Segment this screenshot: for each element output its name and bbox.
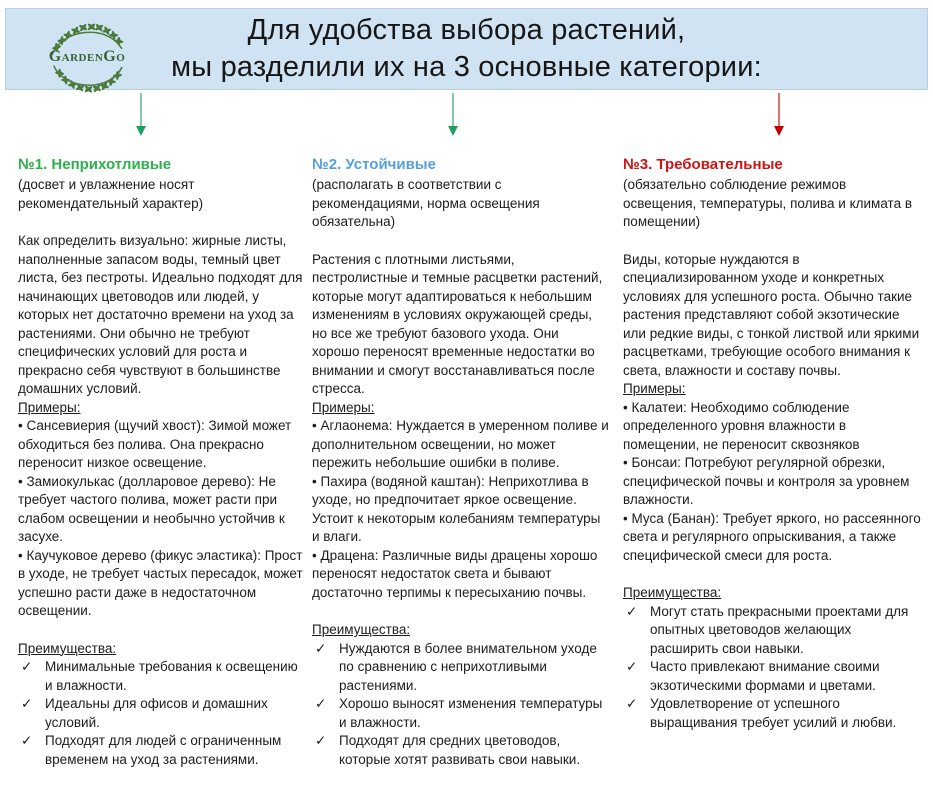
- examples-label: Примеры:: [18, 399, 81, 415]
- advantage-item: ✓ Подходят для людей с ограниченным временем на уход за растениями.: [18, 732, 306, 769]
- column-description: Виды, которые нуждаются в специализированном уходе и конкретных условиях для успешного роста. Обычно такие растения представляют собой экзотические или редкие виды, с тонкой листвой или яркими расцветками, требующие особого внимания к света, влажности и составу почвы.: [623, 251, 920, 378]
- example-item: • Замиокулькас (долларовое дерево): Не требует частого полива, может расти при слабом освещении и необычно устойчив к засухе.: [18, 473, 306, 547]
- column-description: Растения с плотными листьями, пестролистные и темные расцветки растений, которые могут адаптироваться к небольшим изменениям в условиях окружающей среды, но все же требуют базового ухода. Они хорошо переносят временные недостатки во внимании и смогут восстанавливаться после стресса.: [312, 251, 603, 396]
- category-arrow-1: [133, 93, 149, 138]
- advantage-item: ✓ Удовлетворение от успешного выращивания требует усилий и любви.: [623, 695, 923, 732]
- arrow-stem: [452, 93, 454, 127]
- advantage-item: ✓ Подходят для средних цветоводов, которые хотят развивать свои навыки.: [312, 732, 609, 769]
- category-column-2: [312, 155, 609, 769]
- advantage-item: ✓ Хорошо выносят изменения температуры и влажности.: [312, 695, 609, 732]
- column-title: №1. Неприхотливые: [18, 156, 172, 173]
- advantage-item: ✓ Могут стать прекрасными проектами для опытных цветоводов желающих расширить свои навыки.: [623, 603, 923, 659]
- example-item: • Калатеи: Необходимо соблюдение определенного уровня влажности в помещении, не переносит сквозняков: [623, 399, 923, 455]
- arrow-head-icon: [136, 126, 146, 136]
- advantage-item: ✓ Часто привлекают внимание своими экзотическими формами и цветами.: [623, 658, 923, 695]
- example-item: • Бонсаи: Потребуют регулярной обрезки, специфической почвы и контроля за уровнем влажности.: [623, 454, 923, 510]
- advantages-label: Преимущества:: [623, 585, 722, 600]
- example-item: • Пахира (водяной каштан): Неприхотлива в уходе, но предпочитает яркое освещение. Устоит к некоторым колебаниям температуры и влаги.: [312, 473, 609, 547]
- column-subtitle: (досвет и увлажнение носят рекомендательный характер): [18, 177, 204, 211]
- examples-label: Примеры:: [312, 399, 375, 415]
- advantages-label: Преимущества:: [312, 622, 411, 637]
- arrow-head-icon: [774, 126, 784, 136]
- advantages-label: Преимущества:: [18, 640, 117, 656]
- example-item: • Драцена: Различные виды драцены хорошо переносят недостаток света и бывают достаточно терпимы к пересыханию почвы.: [312, 547, 609, 603]
- logo-text: GardenGo: [48, 48, 126, 65]
- column-subtitle: (обязательно соблюдение режимов освещения, температуры, полива и климата в помещении): [623, 177, 913, 229]
- example-item: • Муса (Банан): Требует яркого, но рассеянного света и регулярного опрыскивания, а также специфической смеси для роста.: [623, 510, 923, 566]
- gardengo-logo: [26, 20, 148, 96]
- example-item: • Аглаонема: Нуждается в умеренном поливе и дополнительном освещении, но может пережить небольшие ошибки в поливе.: [312, 417, 609, 473]
- columns-container: [18, 155, 923, 769]
- example-item: • Каучуковое дерево (фикус эластика): Прост в уходе, не требует частых пересадок, может успешно расти даже в недостаточном освещении.: [18, 547, 306, 621]
- category-column-3: [623, 155, 923, 732]
- example-item: • Сансевиерия (щучий хвост): Зимой может обходиться без полива. Она прекрасно переносит низкое освещение.: [18, 417, 306, 473]
- advantage-item: ✓ Минимальные требования к освещению и влажности.: [18, 658, 306, 695]
- examples-label: Примеры:: [623, 381, 686, 396]
- arrow-stem: [778, 93, 780, 127]
- column-title: №2. Устойчивые: [312, 156, 436, 173]
- title-line-1: Для удобства выбора растений,: [247, 14, 686, 46]
- category-arrow-3: [771, 93, 787, 138]
- arrow-head-icon: [448, 126, 458, 136]
- column-title: №3. Требовательные: [623, 156, 783, 173]
- category-column-1: [18, 155, 306, 769]
- column-description: Как определить визуально: жирные листы, наполненные запасом воды, темный цвет листа, без пестроты. Идеально подходят для начинающих цветоводов или людей, у которых нет достаточно времени на уход за растениями. Они обычно не требуют специфических условий для роста и прекрасно себя чувствуют в большинстве домашних условий.: [18, 233, 303, 396]
- advantage-item: ✓ Нуждаются в более внимательном уходе по сравнению с неприхотливыми растениями.: [312, 640, 609, 696]
- header-banner: [5, 8, 928, 90]
- column-subtitle: (располагать в соответствии с рекомендациями, норма освещения обязательна): [312, 177, 540, 229]
- page-title: [171, 12, 762, 86]
- advantage-item: ✓ Идеальны для офисов и домашних условий.: [18, 695, 306, 732]
- arrow-stem: [140, 93, 142, 127]
- category-arrow-2: [445, 93, 461, 138]
- title-line-2: мы разделили их на 3 основные категории:: [171, 51, 762, 83]
